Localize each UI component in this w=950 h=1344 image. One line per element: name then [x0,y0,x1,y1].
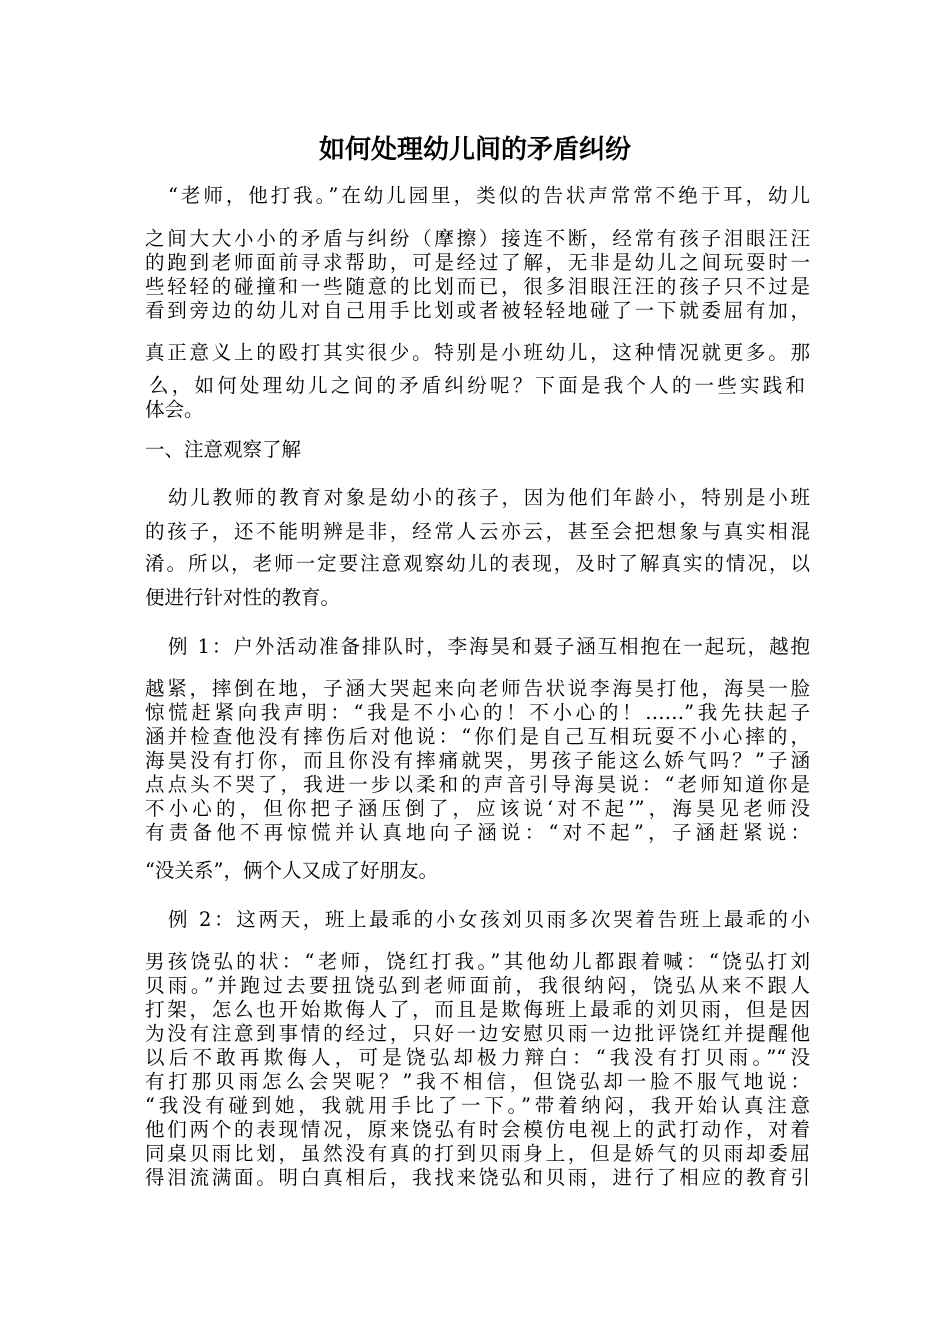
text-line: 以后不敢再欺侮人，可是饶弘却极力辩白：“我没有打贝雨。”“没 [145,1046,810,1069]
text-line: 海昊没有打你，而且你没有摔痛就哭，男孩子能这么娇气吗？”子涵 [145,749,810,772]
text-line: 真正意义上的殴打其实很少。特别是小班幼儿，这种情况就更多。那 [145,341,810,364]
text-line: 不小心的，但你把子涵压倒了，应该说‘对不起’”，海昊见老师没 [145,797,810,820]
text-line: 淆。所以，老师一定要注意观察幼儿的表现，及时了解真实的情况，以 [145,552,810,575]
text-line: 看到旁边的幼儿对自己用手比划或者被轻轻地碰了一下就委屈有加， [145,299,810,322]
text-line: “我没有碰到她，我就用手比了一下。”带着纳闷，我开始认真注意 [145,1094,810,1117]
text-line: 越紧，摔倒在地，子涵大哭起来向老师告状说李海昊打他，海昊一脸 [145,677,810,700]
text-line: “老师，他打我。”在幼儿园里，类似的告状声常常不绝于耳，幼儿 [168,184,810,207]
text-line: 例 1：户外活动准备排队时，李海昊和聂子涵互相抱在一起玩，越抱 [168,635,810,658]
text-line: 惊慌赶紧向我声明：“我是不小心的！不小心的！……”我先扶起子 [145,701,810,724]
text-line: 的跑到老师面前寻求帮助，可是经过了解，无非是幼儿之间玩耍时一 [145,251,810,274]
text-line: 例 2：这两天，班上最乖的小女孩刘贝雨多次哭着告班上最乖的小 [168,908,810,931]
text-line: 他们两个的表现情况，原来饶弘有时会模仿电视上的武打动作，对着 [145,1118,810,1141]
text-line: 涵并检查他没有摔伤后对他说：“你们是自己互相玩耍不小心摔的， [145,725,810,748]
text-line: 为没有注意到事情的经过，只好一边安慰贝雨一边批评饶红并提醒他 [145,1022,810,1045]
text-line: 有责备他不再惊慌并认真地向子涵说：“对不起”，子涵赶紧说： [145,821,810,844]
text-line: 得泪流满面。明白真相后，我找来饶弘和贝雨，进行了相应的教育引 [145,1166,810,1189]
text-line: 么，如何处理幼儿之间的矛盾纠纷呢？下面是我个人的一些实践和 [149,374,805,397]
text-line: 同桌贝雨比划，虽然没有真的打到贝雨身上，但是娇气的贝雨却委屈 [145,1142,810,1165]
text-line: 些轻轻的碰撞和一些随意的比划而已，很多泪眼汪汪的孩子只不过是 [145,275,810,298]
document-title: 如何处理幼儿间的矛盾纠纷 [318,135,631,165]
text-line: 便进行针对性的教育。 [145,586,341,609]
text-line: 之间大大小小的矛盾与纠纷（摩擦）接连不断，经常有孩子泪眼汪汪 [145,227,810,250]
text-line: 男孩饶弘的状：“老师，饶红打我。”其他幼儿都跟着喊：“饶弘打刘 [145,950,810,973]
text-line: 的孩子，还不能明辨是非，经常人云亦云，甚至会把想象与真实相混 [145,520,810,543]
text-line: 有打那贝雨怎么会哭呢？”我不相信，但饶弘却一脸不服气地说： [145,1070,810,1093]
text-line: 贝雨。”并跑过去要扭饶弘到老师面前，我很纳闷，饶弘从来不跟人 [145,974,810,997]
text-line: 点点头不哭了，我进一步以柔和的声音引导海昊说：“老师知道你是 [145,773,810,796]
text-line: 体会。 [145,398,204,421]
section-heading: 一、注意观察了解 [145,438,302,461]
text-line: 幼儿教师的教育对象是幼小的孩子，因为他们年龄小，特别是小班 [168,486,810,509]
text-line: 打架，怎么也开始欺侮人了，而且是欺侮班上最乖的刘贝雨，但是因 [145,998,810,1021]
text-line: “没关系”，俩个人又成了好朋友。 [145,859,438,882]
